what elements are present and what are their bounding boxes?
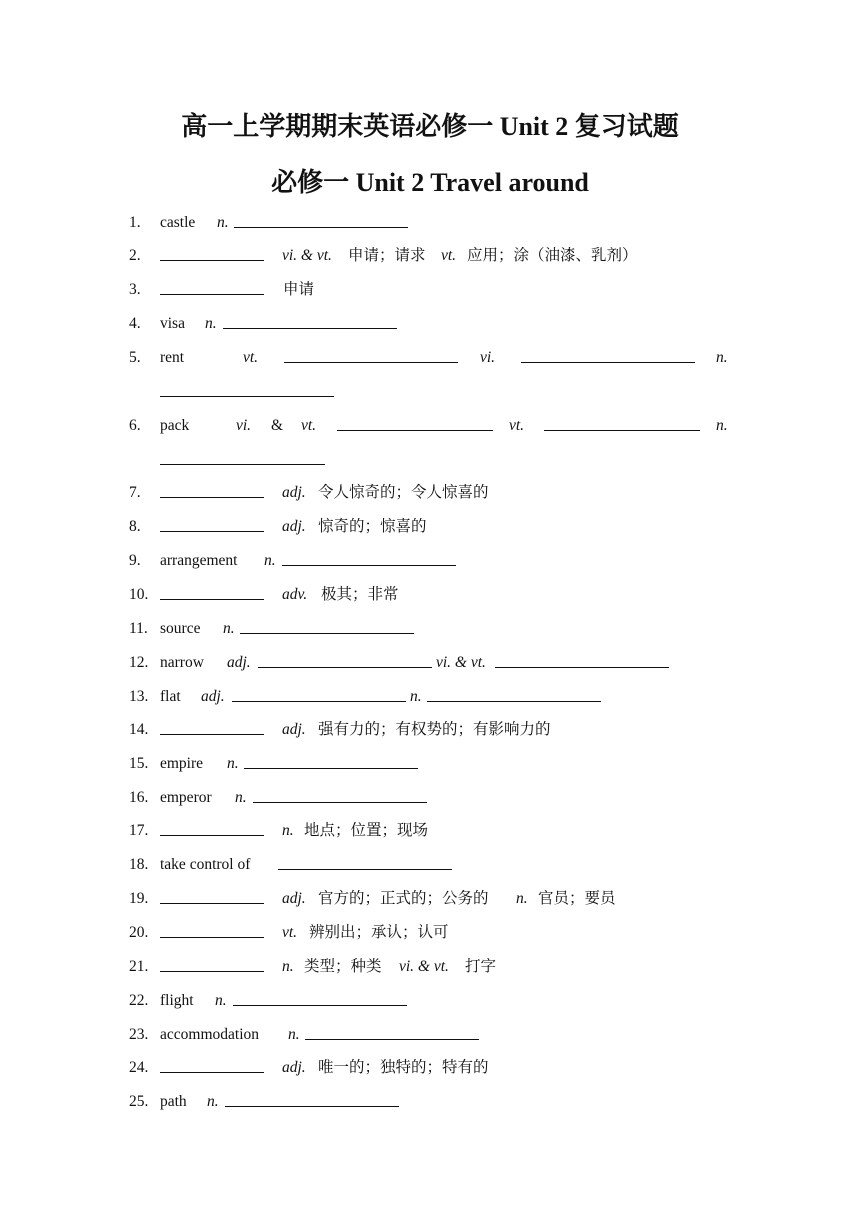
item-number: 19.	[129, 890, 149, 907]
list-item	[0, 956, 860, 978]
item-definition: 申请；请求	[348, 247, 426, 264]
list-item	[0, 279, 860, 301]
item-number: 4.	[129, 315, 141, 332]
answer-blank[interactable]	[160, 245, 264, 268]
item-pos: adj.	[282, 1059, 306, 1076]
item-word: flight	[160, 992, 194, 1009]
answer-blank[interactable]	[258, 652, 432, 675]
item-number: 2.	[129, 247, 141, 264]
item-pos: n.	[217, 214, 229, 231]
item-definition: 官方的；正式的；公务的	[318, 890, 489, 907]
list-item	[0, 719, 860, 741]
list-item	[0, 888, 860, 910]
answer-blank[interactable]	[160, 719, 264, 742]
answer-blank[interactable]	[223, 313, 397, 336]
list-item	[0, 212, 860, 234]
item-word: castle	[160, 214, 196, 231]
answer-blank[interactable]	[160, 381, 334, 404]
item-number: 13.	[129, 688, 149, 705]
item-pos: n.	[288, 1026, 300, 1043]
answer-blank[interactable]	[160, 482, 264, 505]
item-word: visa	[160, 315, 185, 332]
item-pos: vt.	[509, 417, 525, 434]
item-pos: adj.	[201, 688, 225, 705]
item-pos: n.	[516, 890, 528, 907]
item-number: 9.	[129, 552, 141, 569]
answer-blank[interactable]	[253, 787, 427, 810]
item-number: 11.	[129, 620, 148, 637]
item-definition: 地点；位置；现场	[304, 822, 429, 839]
answer-blank[interactable]	[284, 347, 458, 370]
item-pos: vi.	[236, 417, 252, 434]
answer-blank[interactable]	[234, 212, 408, 235]
item-pos: adv.	[282, 586, 308, 603]
item-definition: 唯一的；独特的；特有的	[318, 1059, 489, 1076]
item-definition: 惊奇的；惊喜的	[318, 518, 427, 535]
item-word: path	[160, 1093, 187, 1110]
list-item	[0, 584, 860, 606]
list-item	[0, 854, 860, 876]
list-item	[0, 753, 860, 775]
item-pos: vt.	[282, 924, 298, 941]
list-item	[0, 922, 860, 944]
answer-blank[interactable]	[160, 449, 325, 472]
list-item	[0, 1024, 860, 1046]
item-word: empire	[160, 755, 204, 772]
item-pos: n.	[716, 417, 728, 434]
item-word: source	[160, 620, 201, 637]
list-item	[0, 787, 860, 809]
answer-blank[interactable]	[233, 990, 407, 1013]
item-pos: adj.	[282, 484, 306, 501]
list-item	[0, 618, 860, 640]
answer-blank[interactable]	[160, 584, 264, 607]
list-item	[0, 686, 860, 708]
item-word: pack	[160, 417, 190, 434]
item-number: 20.	[129, 924, 149, 941]
list-item	[0, 516, 860, 538]
item-word: emperor	[160, 789, 212, 806]
item-pos: n.	[282, 958, 294, 975]
item-pos: n.	[410, 688, 422, 705]
item-pos: n.	[215, 992, 227, 1009]
item-pos: adj.	[282, 721, 306, 738]
list-item	[0, 1091, 860, 1113]
item-number: 25.	[129, 1093, 149, 1110]
item-word: arrangement	[160, 552, 238, 569]
answer-blank[interactable]	[427, 686, 601, 709]
answer-blank[interactable]	[495, 652, 669, 675]
answer-blank[interactable]	[278, 854, 452, 877]
list-item	[0, 313, 860, 335]
item-definition: 应用；涂（油漆、乳剂）	[467, 247, 638, 264]
list-item	[0, 347, 860, 369]
item-definition: 申请	[283, 281, 315, 298]
item-word: narrow	[160, 654, 204, 671]
item-pos: vi. & vt.	[282, 247, 332, 264]
item-pos: vi. & vt.	[399, 958, 449, 975]
item-definition: 极其；非常	[321, 586, 399, 603]
answer-blank[interactable]	[160, 922, 264, 945]
item-number: 23.	[129, 1026, 149, 1043]
item-pos: n.	[716, 349, 728, 366]
item-pos: n.	[264, 552, 276, 569]
list-item	[0, 550, 860, 572]
answer-blank[interactable]	[521, 347, 695, 370]
answer-blank[interactable]	[305, 1024, 479, 1047]
list-item-continuation	[0, 449, 860, 471]
item-number: 5.	[129, 349, 141, 366]
item-number: 16.	[129, 789, 149, 806]
item-number: 10.	[129, 586, 149, 603]
item-pos: vi.	[480, 349, 496, 366]
item-pos: n.	[282, 822, 294, 839]
item-word: take control of	[160, 856, 251, 873]
item-pos: n.	[227, 755, 239, 772]
item-number: 24.	[129, 1059, 149, 1076]
list-item	[0, 245, 860, 267]
answer-blank[interactable]	[240, 618, 414, 641]
item-word: accommodation	[160, 1026, 259, 1043]
answer-blank[interactable]	[337, 415, 493, 438]
item-definition: 辨别出；承认；认可	[309, 924, 449, 941]
answer-blank[interactable]	[160, 1057, 264, 1080]
answer-blank[interactable]	[160, 516, 264, 539]
answer-blank[interactable]	[160, 820, 264, 843]
answer-blank[interactable]	[160, 279, 264, 302]
item-definition: 官员；要员	[538, 890, 616, 907]
item-pos: n.	[235, 789, 247, 806]
item-number: 3.	[129, 281, 141, 298]
answer-blank[interactable]	[160, 956, 264, 979]
list-item-continuation	[0, 381, 860, 403]
answer-blank[interactable]	[232, 686, 406, 709]
item-word: flat	[160, 688, 181, 705]
item-pos: adj.	[282, 890, 306, 907]
item-pos: vt.	[301, 417, 317, 434]
item-number: 17.	[129, 822, 149, 839]
answer-blank[interactable]	[282, 550, 456, 573]
item-number: 6.	[129, 417, 141, 434]
item-definition: 强有力的；有权势的；有影响力的	[318, 721, 551, 738]
item-number: 14.	[129, 721, 149, 738]
item-number: 15.	[129, 755, 149, 772]
list-item	[0, 820, 860, 842]
item-definition: 令人惊奇的；令人惊喜的	[318, 484, 489, 501]
item-pos: n.	[207, 1093, 219, 1110]
answer-blank[interactable]	[160, 888, 264, 911]
list-item	[0, 652, 860, 674]
item-pos: vt.	[441, 247, 457, 264]
list-item	[0, 482, 860, 504]
item-number: 21.	[129, 958, 149, 975]
list-item	[0, 1057, 860, 1079]
item-word: rent	[160, 349, 185, 366]
item-pos: n.	[205, 315, 217, 332]
item-number: 18.	[129, 856, 149, 873]
item-number: 22.	[129, 992, 149, 1009]
item-number: 1.	[129, 214, 141, 231]
item-pos: adj.	[227, 654, 251, 671]
item-definition: 类型；种类	[304, 958, 382, 975]
item-pos: vt.	[243, 349, 259, 366]
item-pos: vi. & vt.	[436, 654, 486, 671]
item-pos: n.	[223, 620, 235, 637]
answer-blank[interactable]	[225, 1091, 399, 1114]
item-number: 8.	[129, 518, 141, 535]
list-item	[0, 990, 860, 1012]
page-subtitle: 必修一 Unit 2 Travel around	[271, 168, 589, 197]
answer-blank[interactable]	[544, 415, 700, 438]
item-number: 7.	[129, 484, 141, 501]
item-ampersand: &	[271, 417, 284, 434]
item-pos: adj.	[282, 518, 306, 535]
list-item	[0, 415, 860, 437]
answer-blank[interactable]	[244, 753, 418, 776]
item-definition: 打字	[465, 958, 497, 975]
page-title: 高一上学期期末英语必修一 Unit 2 复习试题	[181, 112, 679, 141]
item-number: 12.	[129, 654, 149, 671]
